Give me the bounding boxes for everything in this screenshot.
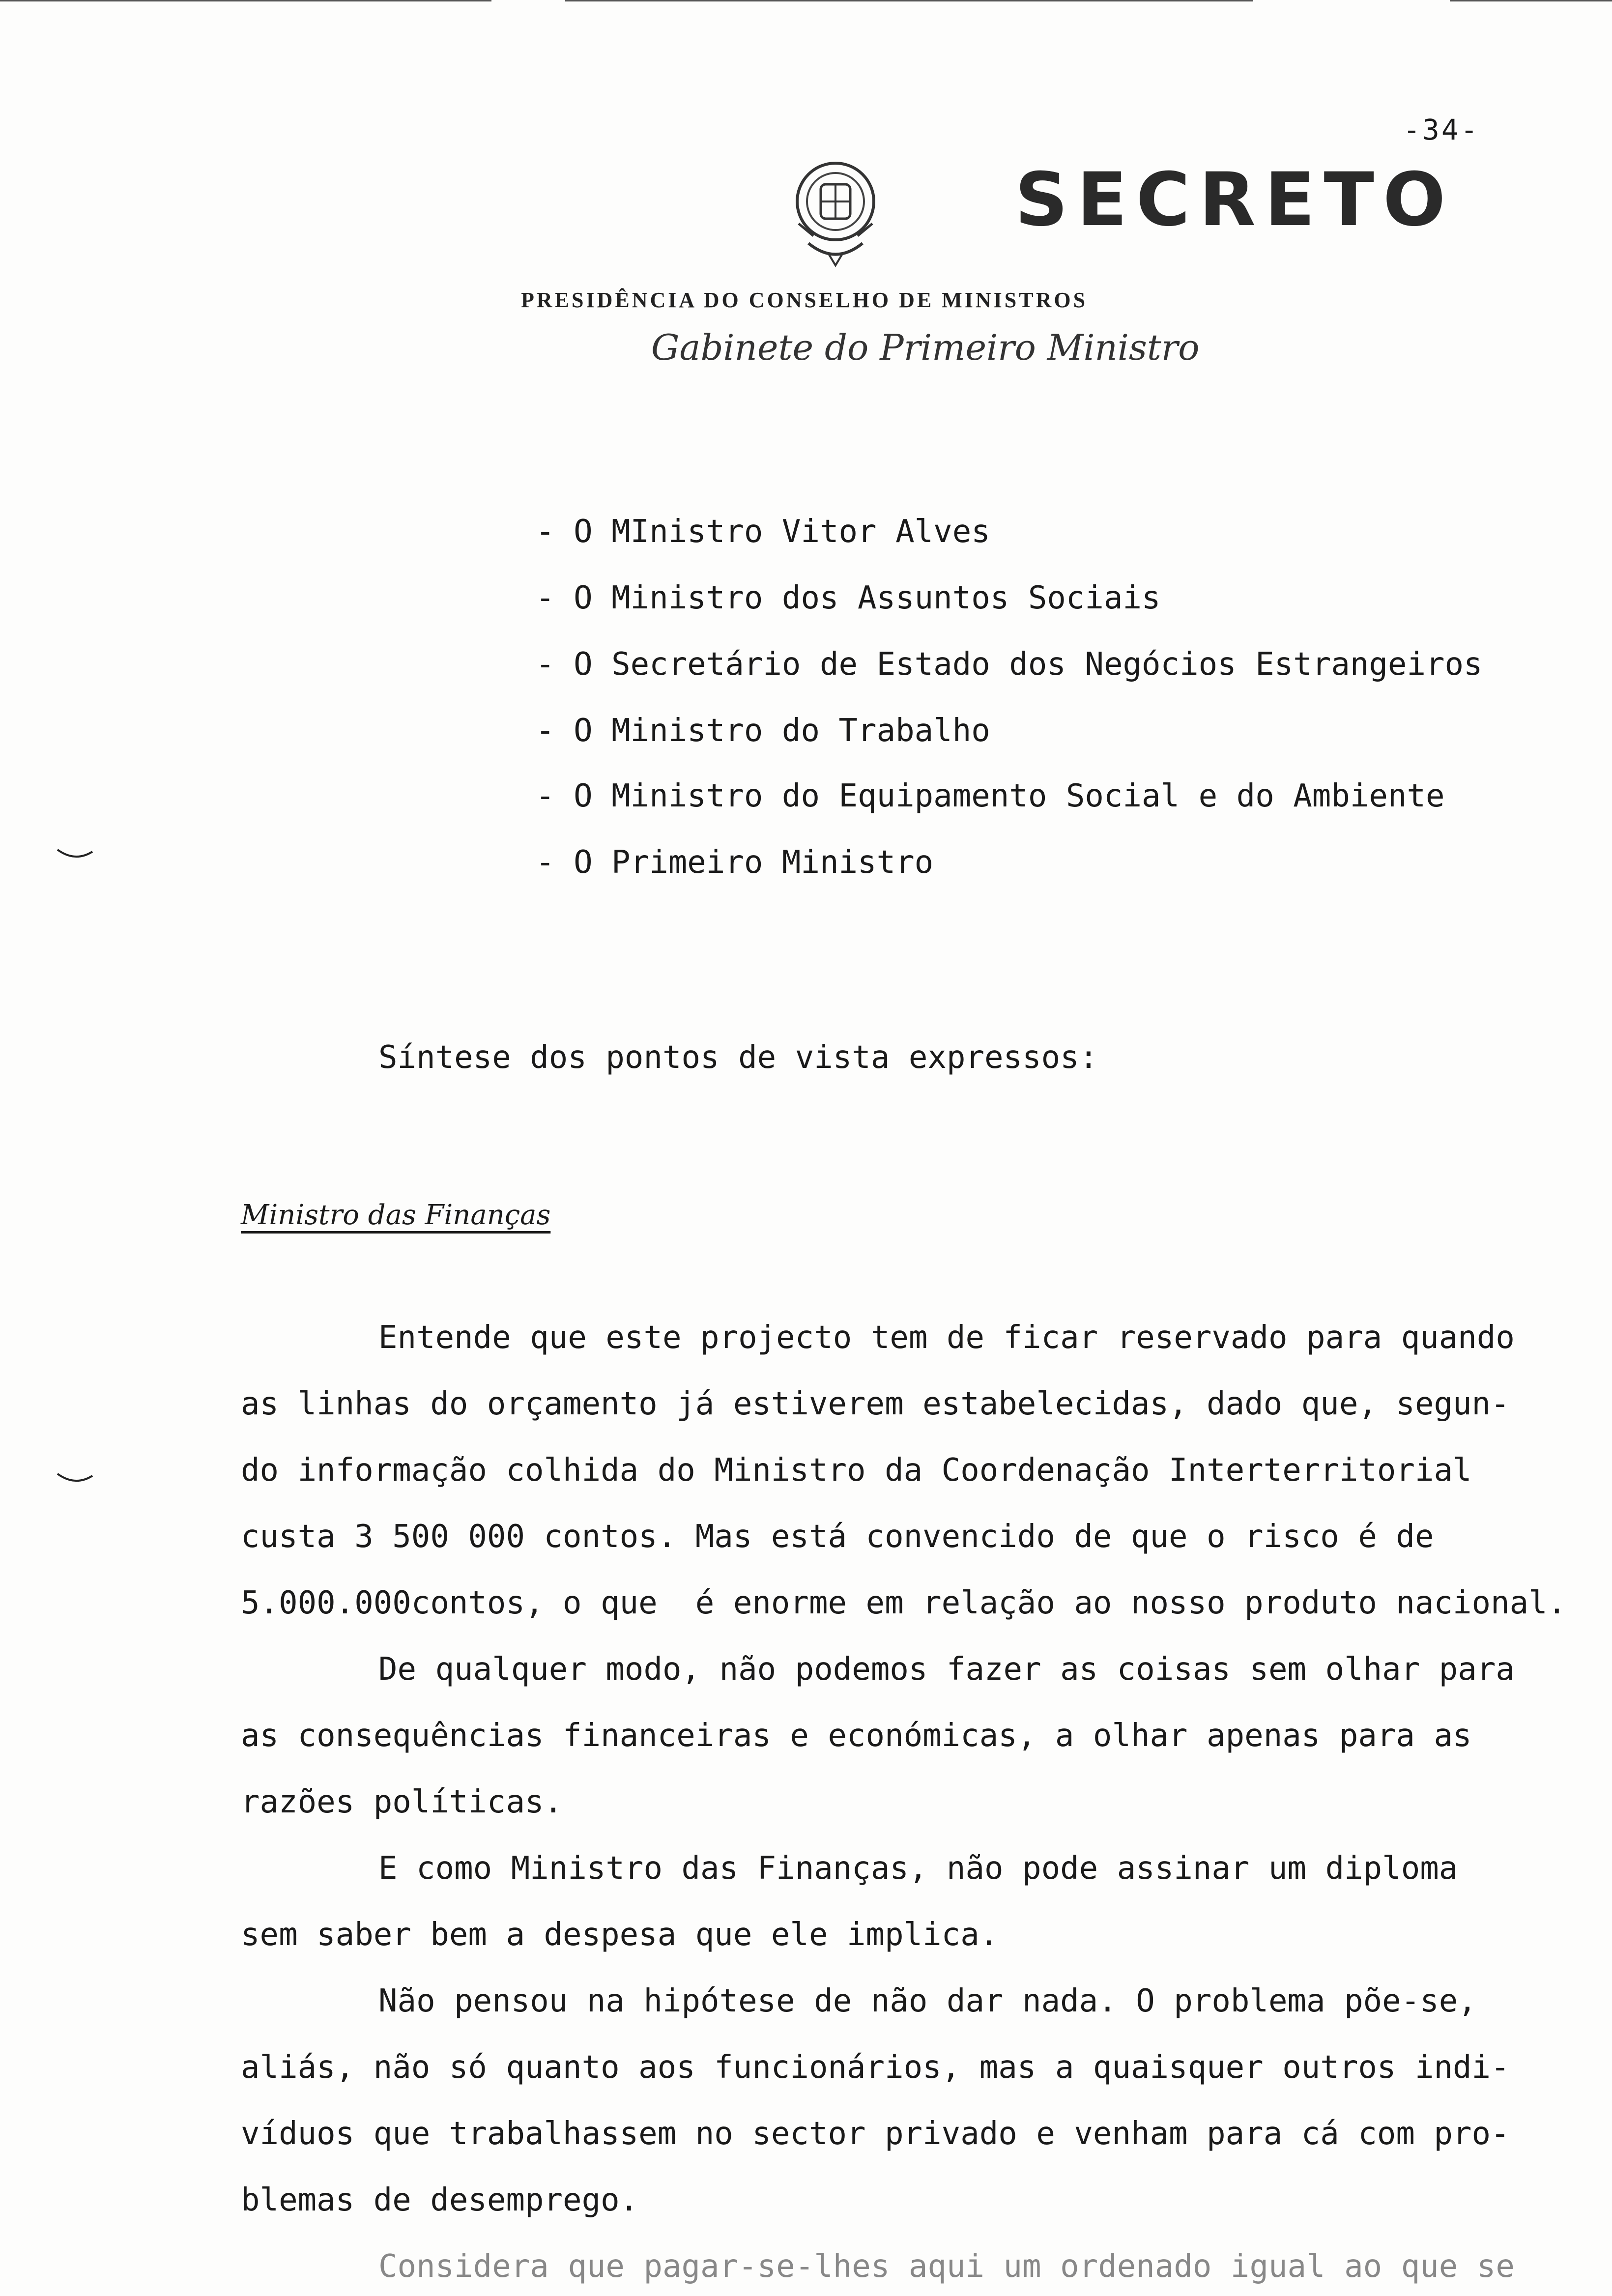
top-rule <box>565 0 1253 1</box>
body-line: Entende que este projecto tem de ficar reservado para quando <box>378 1320 1515 1356</box>
body-line: víduos que trabalhassem no sector privado e venham para cá com pro- <box>241 2116 1510 2152</box>
body-line: do informação colhida do Ministro da Coordenação Interterritorial <box>241 1452 1472 1489</box>
body-line: as linhas do orçamento já estiverem estabelecidas, dado que, segun- <box>241 1386 1510 1422</box>
margin-fold-mark <box>57 1472 93 1486</box>
body-line: Considera que pagar-se-lhes aqui um ordenado igual ao que se <box>378 2248 1515 2285</box>
body-line: Não pensou na hipótese de não dar nada. O problema põe-se, <box>378 1983 1477 2019</box>
body-line: custa 3 500 000 contos. Mas está convencido de que o risco é de <box>241 1519 1434 1555</box>
letterhead-office: Gabinete do Primeiro Ministro <box>651 327 1200 368</box>
body-line: sem saber bem a despesa que ele implica. <box>241 1917 999 1953</box>
participant-item: - O Ministro do Equipamento Social e do Ambiente <box>536 778 1445 814</box>
letterhead-institution: PRESIDÊNCIA DO CONSELHO DE MINISTROS <box>521 288 1088 312</box>
participant-item: - O Ministro dos Assuntos Sociais <box>536 580 1161 616</box>
body-line: aliás, não só quanto aos funcionários, mas a quaisquer outros indi- <box>241 2049 1510 2086</box>
body-line: 5.000.000contos, o que é enorme em relação ao nosso produto nacional. <box>241 1585 1567 1621</box>
participant-item: - O Primeiro Ministro <box>536 844 934 881</box>
body-line: E como Ministro das Finanças, não pode assinar um diploma <box>378 1850 1458 1887</box>
top-rule <box>0 0 491 1</box>
body-line: as consequências financeiras e económicas, a olhar apenas para as <box>241 1718 1472 1754</box>
body-line: De qualquer modo, não podemos fazer as coisas sem olhar para <box>378 1651 1515 1688</box>
body-line: razões políticas. <box>241 1784 563 1820</box>
participant-item: - O MInistro Vitor Alves <box>536 514 990 550</box>
margin-fold-mark <box>57 848 93 861</box>
summary-heading: Síntese dos pontos de vista expressos: <box>378 1039 1098 1076</box>
coat-of-arms-seal <box>779 150 892 273</box>
section-title: Ministro das Finanças <box>241 1199 551 1231</box>
top-rule <box>1450 0 1612 1</box>
page-number: -34- <box>1403 113 1480 146</box>
participant-item: - O Secretário de Estado dos Negócios Estrangeiros <box>536 646 1483 683</box>
body-line: blemas de desemprego. <box>241 2182 639 2218</box>
participant-item: - O Ministro do Trabalho <box>536 713 990 749</box>
secret-stamp: SECRETO <box>1015 157 1455 243</box>
